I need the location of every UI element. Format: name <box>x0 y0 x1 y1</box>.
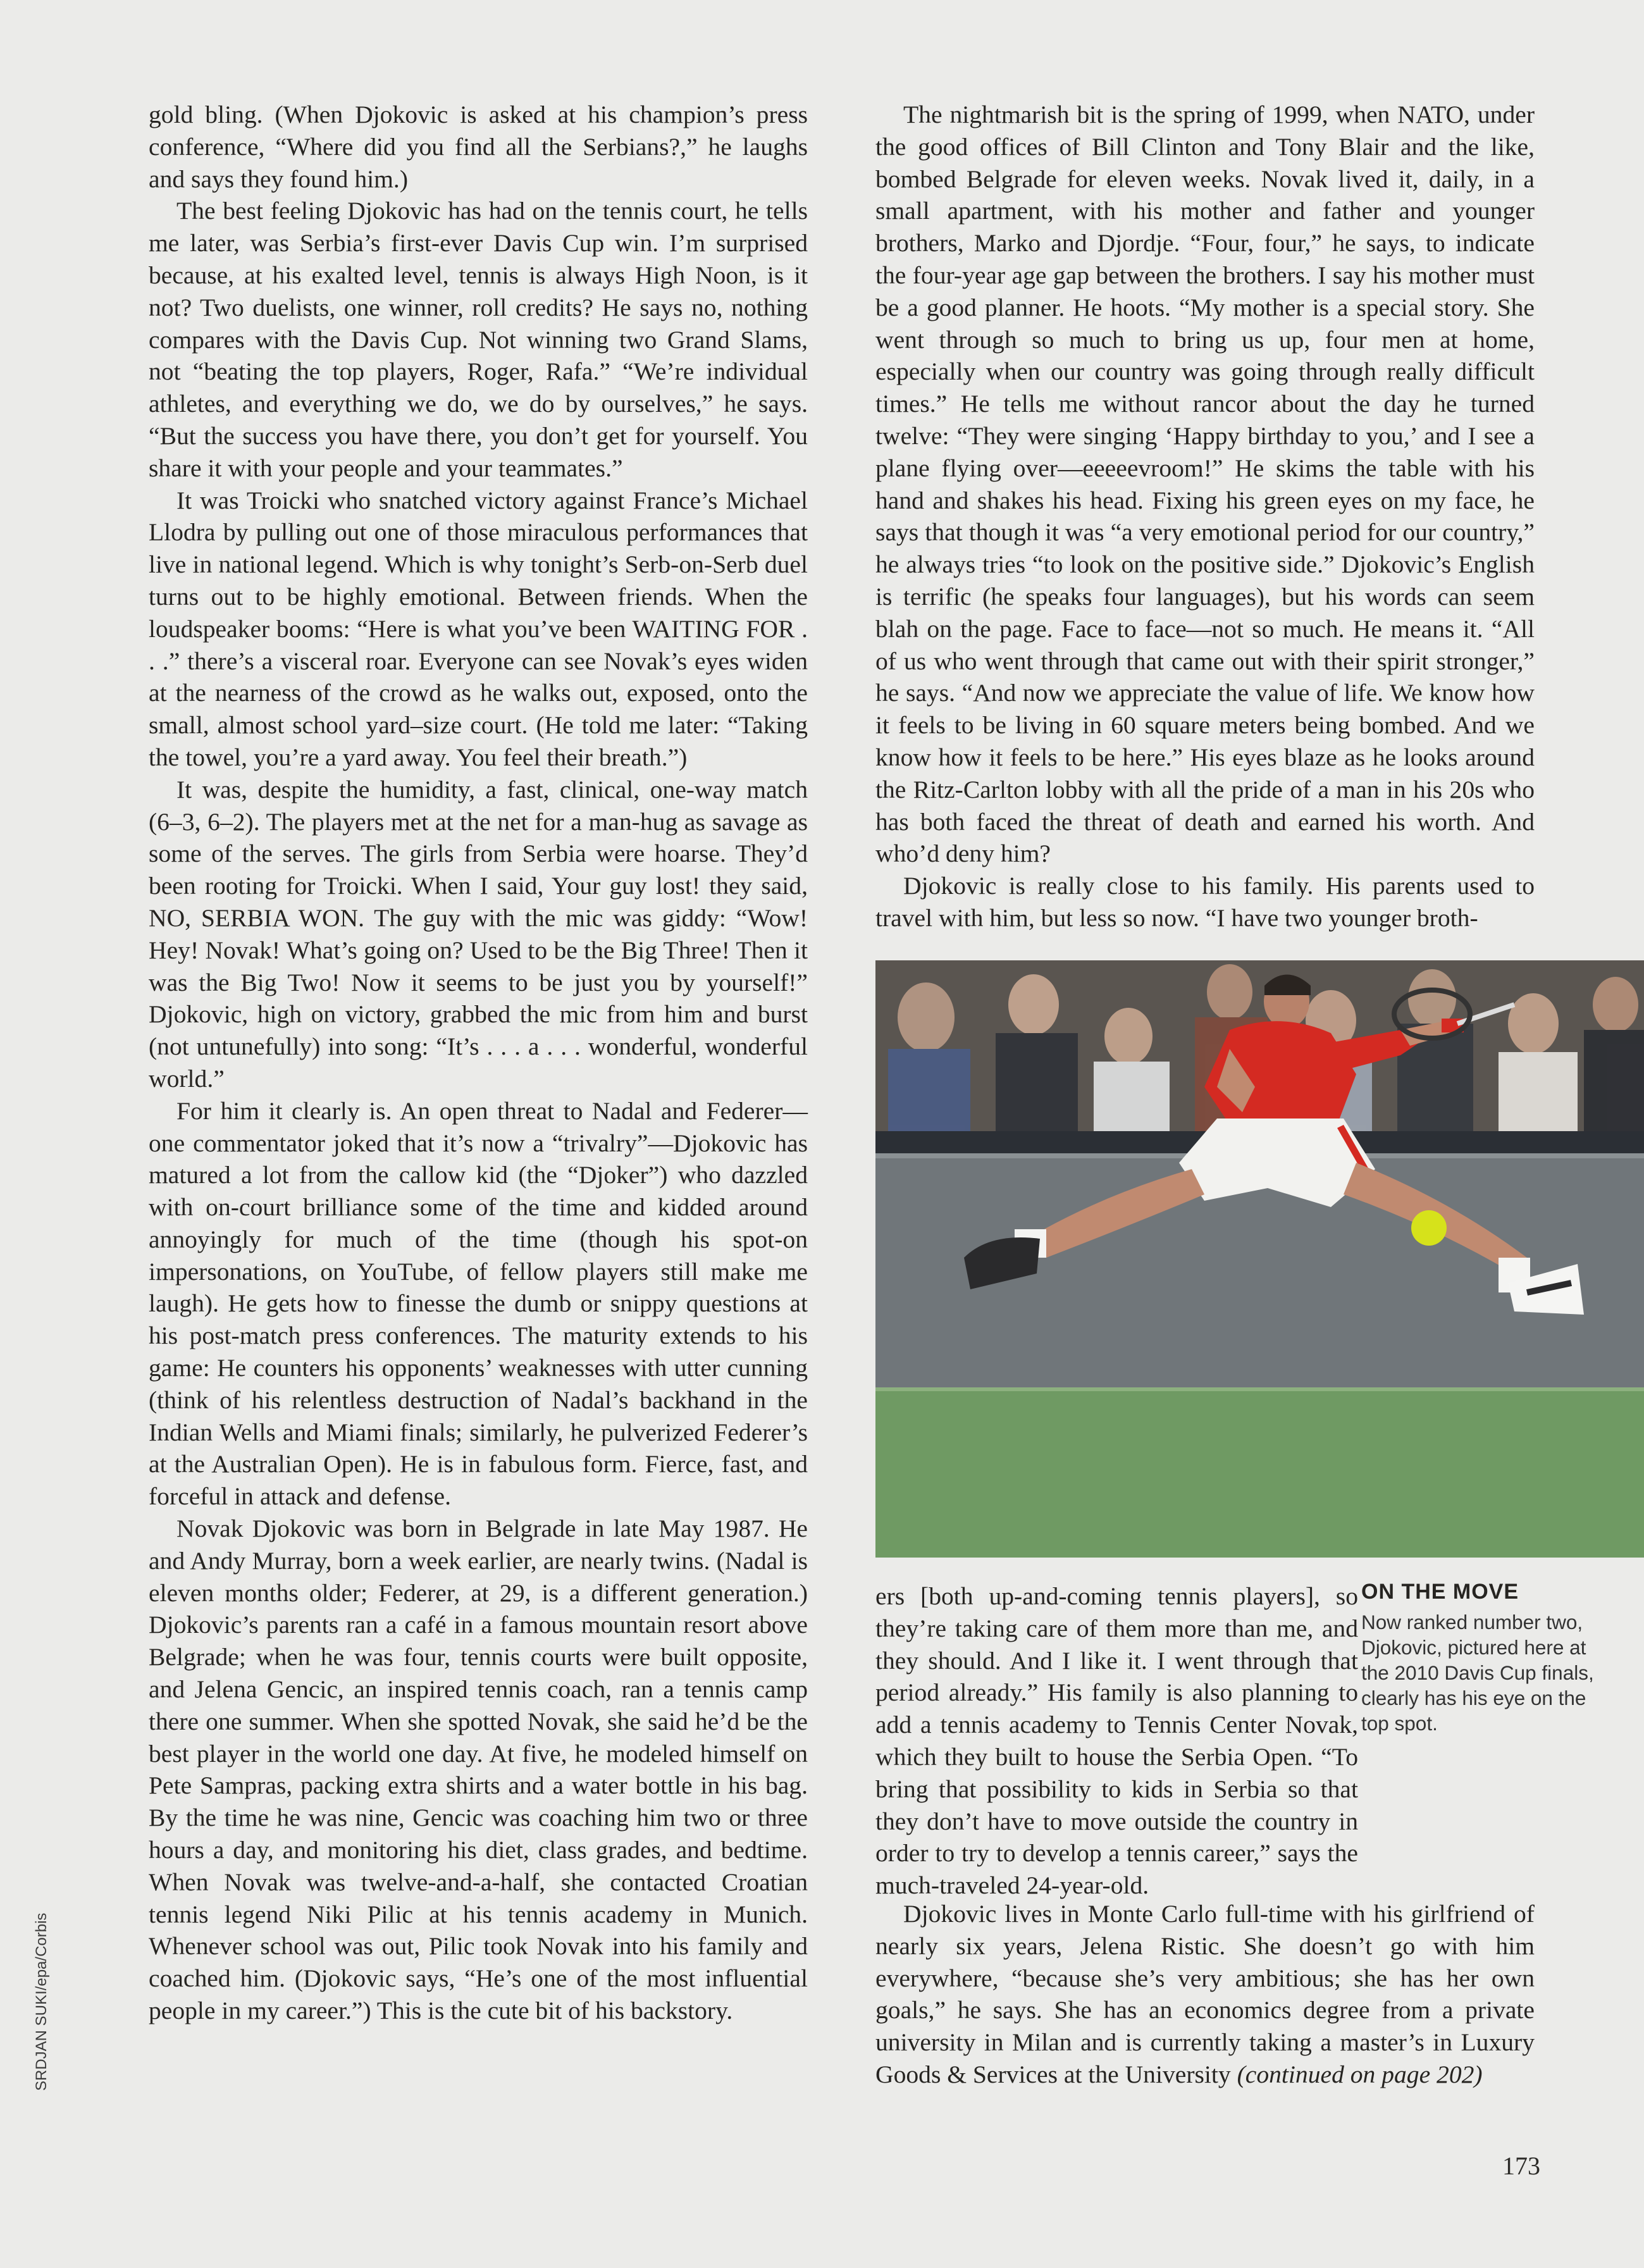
photo-illustration <box>875 960 1644 1558</box>
caption-body: Now ranked number two, Djokovic, pictured here at the 2010 Davis Cup finals, clearly has his eye on the top spot. <box>1361 1611 1594 1735</box>
paragraph: gold bling. (When Djokovic is asked at his champion’s press conference, “Where did you find all the Serbians?,” he laughs and says they found him.) <box>149 101 808 193</box>
article-column-right-last <box>875 1898 1535 2091</box>
caption-title: ON THE MOVE <box>1361 1580 1519 1604</box>
paragraph: It was, despite the humidity, a fast, clinical, one-way match (6–3, 6–2). The players met at the net for a man-hug as savage as some of the serves. The girls from Serbia were hoarse. They’d been rooting for Troicki. When I said, Your guy lost! they said, NO, SERBIA WON. The guy with the mic was giddy: “Wow! Hey! Novak! What’s going on? Used to be the Big Three! Then it was the Big Two! Now it seems to be just you by yourself!” Djokovic, high on victory, grabbed the mic from him and burst (not untunefully) into song: “It’s . . . a . . . wonderful, wonderful world.” <box>149 775 808 1093</box>
paragraph: Djokovic is really close to his family. His parents used to travel with him, but less so now. “I have two younger broth- <box>875 872 1535 932</box>
article-column-left <box>149 99 808 2027</box>
paragraph: Djokovic lives in Monte Carlo full-time with his girlfriend of nearly six years, Jelena Ristic. She doesn’t go with him everywhere, “because she’s very ambitious; she has her own goals,” he says. She has an economics degree from a private university in Milan and is currently taking a master’s in Luxury Goods & Services at the University (continued on page 202) <box>875 1900 1535 2088</box>
paragraph: It was Troicki who snatched victory against France’s Michael Llodra by pulling out one of those miraculous performances that live in national legend. Which is why tonight’s Serb-on-Serb duel turns out to be highly emotional. Between friends. When the loudspeaker booms: “Here is what you’ve been WAITING FOR . . .” there’s a visceral roar. Everyone can see Novak’s eyes widen at the nearness of the crowd as he walks out, exposed, onto the small, almost school yard–size court. (He told me later: “Taking the towel, you’re a yard away. You feel their breath.”) <box>149 486 808 771</box>
photo-caption <box>1361 1580 1605 1736</box>
paragraph: The best feeling Djokovic has had on the tennis court, he tells me later, was Serbia’s first-ever Davis Cup win. I’m surprised because, at his exalted level, tennis is always High Noon, is it not? Two duelists, one winner, roll credits? He says no, nothing compares with the Davis Cup. Not winning two Grand Slams, not “beating the top players, Roger, Rafa.” “We’re individual athletes, and everything we do, we do by ourselves,” he says. “But the success you have there, you don’t get for yourself. You share it with your people and your teammates.” <box>149 197 808 482</box>
paragraph: Novak Djokovic was born in Belgrade in late May 1987. He and Andy Murray, born a week earlier, are nearly twins. (Nadal is eleven months older; Federer, at 29, is a different generation.) Djokovic’s parents ran a café in a famous mountain resort above Belgrade; when he was four, tennis courts were built opposite, and Jelena Gencic, an inspired tennis coach, ran a tennis camp there one summer. When she spotted Novak, she said he’d be the best player in the world one day. At five, he modeled himself on Pete Sampras, packing extra shirts and a water bottle in his bag. By the time he was nine, Gencic was coaching him two or three hours a day, and monitoring his diet, class grades, and bedtime. When Novak was twelve-and-a-half, she contacted Croatian tennis legend Niki Pilic at his tennis academy in Munich. Whenever school was out, Pilic took Novak into his family and coached him. (Djokovic says, “He’s one of the most influential people in my career.”) This is the cute bit of his backstory. <box>149 1515 808 2025</box>
photo-credit: SRDJAN SUKI/epa/Corbis <box>33 1912 50 2091</box>
page-number: 173 <box>1502 2152 1540 2180</box>
paragraph: For him it clearly is. An open threat to Nadal and Federer—one commentator joked that it’s now a “trivalry”—Djokovic has matured a lot from the callow kid (the “Djoker”) who dazzled with on-court brilliance some of the time and kidded around annoyingly for much of the time (though his spot-on impersonations, on YouTube, of fellow players still make me laugh). He gets how to finesse the dumb or snippy questions at his post-match press conferences. The maturity extends to his game: He counters his opponents’ weaknesses with utter cunning (think of his relentless destruction of Nadal’s backhand in the Indian Wells and Miami finals; similarly, he pulverized Federer’s at the Australian Open). He is in fabulous form. Fierce, fast, and forceful in attack and defense. <box>149 1096 808 1511</box>
continued-note: (continued on page 202) <box>1237 2060 1483 2088</box>
paragraph: ers [both up-and-coming tennis players], so they’re taking care of them more than me, and they should. And I like it. I went through that period already.” His family is also planning to add a tennis academy to Tennis Center Novak, which they built to house the Serbia Open. “To bring that possibility to kids in Serbia so that they don’t have to move outside the country in order to try to develop a tennis career,” says the much-traveled 24-year-old. <box>875 1582 1358 1900</box>
tennis-player-photo <box>875 960 1644 1558</box>
tennis-ball <box>1411 1210 1447 1246</box>
paragraph: The nightmarish bit is the spring of 1999, when NATO, under the good offices of Bill Clinton and Tony Blair and the like, bombed Belgrade for eleven weeks. Novak lived it, daily, in a small apartment, with his mother and father and younger brothers, Marko and Djordje. “Four, four,” he says, to indicate the four-year age gap between the brothers. I say his mother must be a good planner. He hoots. “My mother is a special story. She went through so much to bring us up, four men at home, especially when our country was going through really difficult times.” He tells me without rancor about the day he turned twelve: “They were singing ‘Happy birthday to you,’ and I see a plane flying over—eeeeevroom!” He skims the table with his hand and shakes his head. Fixing his green eyes on my face, he says that though it was “a very emotional period for our country,” he always tries “to look on the positive side.” Djokovic’s English is terrific (he speaks four languages), but his words can seem blah on the page. Face to face—not so much. He means it. “All of us who went through that came out with their spirit stronger,” he says. “And now we appreciate the value of life. We know how it feels to be living in 60 square meters being bombed. And we know how it feels to be here.” His eyes blaze as he looks around the Ritz-Carlton lobby with all the pride of a man in his 20s who has both faced the threat of death and earned his worth. And who’d deny him? <box>875 101 1535 868</box>
article-column-right-bottom <box>875 1580 1358 1902</box>
article-column-right-top <box>875 99 1535 934</box>
